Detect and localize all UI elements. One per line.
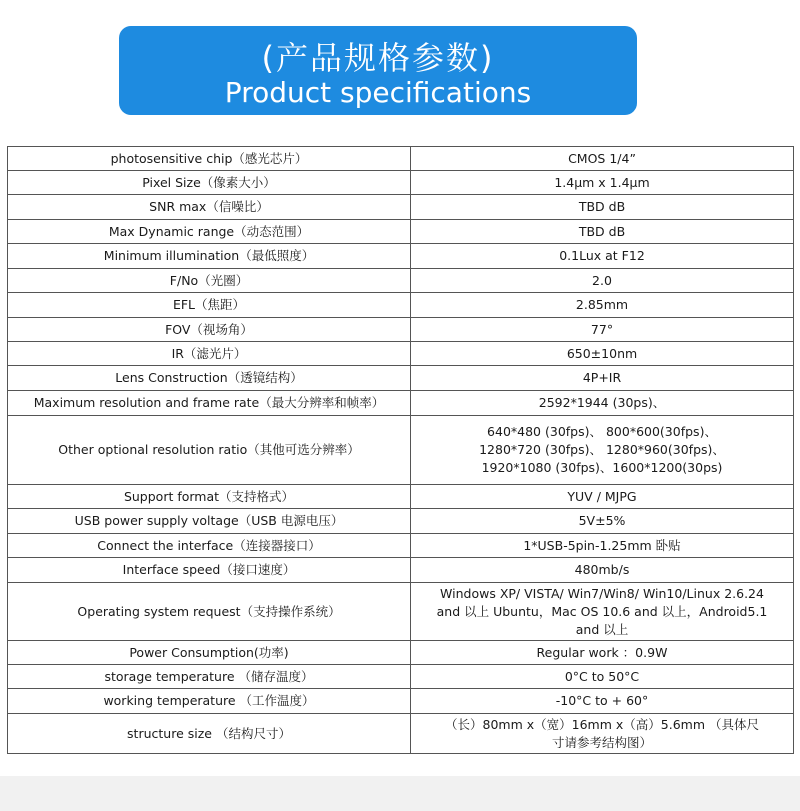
spec-value: 2.0 bbox=[411, 269, 794, 293]
spec-value: TBD dB bbox=[411, 220, 794, 244]
spec-row bbox=[8, 269, 794, 293]
spec-label: SNR max（信噪比） bbox=[8, 195, 411, 220]
spec-row bbox=[8, 558, 794, 583]
spec-row bbox=[8, 391, 794, 416]
spec-value: 650±10nm bbox=[411, 342, 794, 366]
spec-row bbox=[8, 342, 794, 366]
spec-value: 480mb/s bbox=[411, 558, 794, 583]
spec-label: Connect the interface（连接器接口） bbox=[8, 534, 411, 558]
spec-label: structure size （结构尺寸） bbox=[8, 714, 411, 754]
spec-label: EFL（焦距） bbox=[8, 293, 411, 318]
spec-value: Regular work ：0.9W bbox=[411, 641, 794, 665]
spec-row bbox=[8, 244, 794, 269]
spec-label: Pixel Size（像素大小） bbox=[8, 171, 411, 195]
spec-label: Operating system request（支持操作系统） bbox=[8, 583, 411, 641]
spec-label: Maximum resolution and frame rate（最大分辨率和帧率） bbox=[8, 391, 411, 416]
spec-label: storage temperature （储存温度） bbox=[8, 665, 411, 689]
spec-value: 1*USB-5pin-1.25mm 卧贴 bbox=[411, 534, 794, 558]
title-english: Product specifications bbox=[224, 76, 532, 109]
title-chinese: (产品规格参数) bbox=[261, 39, 495, 77]
spec-value: 5V±5% bbox=[411, 509, 794, 534]
spec-label: Minimum illumination（最低照度） bbox=[8, 244, 411, 269]
spec-value: 0°C to 50°C bbox=[411, 665, 794, 689]
footer-bar bbox=[0, 776, 800, 811]
spec-row bbox=[8, 583, 794, 641]
spec-row bbox=[8, 665, 794, 689]
spec-value: 640*480 (30fps)、 800*600(30fps)、 1280*720 (30fps)、 1280*960(30fps)、 1920*1080 (30fps)、1600*1200(30ps) bbox=[411, 416, 794, 485]
spec-row bbox=[8, 509, 794, 534]
spec-row bbox=[8, 318, 794, 342]
spec-row bbox=[8, 220, 794, 244]
title-banner bbox=[119, 26, 637, 115]
spec-label: Interface speed（接口速度） bbox=[8, 558, 411, 583]
spec-label: FOV（视场角） bbox=[8, 318, 411, 342]
spec-value: 1.4μm x 1.4μm bbox=[411, 171, 794, 195]
spec-row bbox=[8, 534, 794, 558]
spec-label: Other optional resolution ratio（其他可选分辨率） bbox=[8, 416, 411, 485]
spec-value: -10°C to + 60° bbox=[411, 689, 794, 714]
spec-row bbox=[8, 293, 794, 318]
spec-value: 2.85mm bbox=[411, 293, 794, 318]
spec-label: working temperature （工作温度） bbox=[8, 689, 411, 714]
spec-label: photosensitive chip（感光芯片） bbox=[8, 147, 411, 171]
spec-label: USB power supply voltage（USB 电源电压） bbox=[8, 509, 411, 534]
spec-label: IR（滤光片） bbox=[8, 342, 411, 366]
spec-label: Support format（支持格式） bbox=[8, 485, 411, 509]
spec-row bbox=[8, 366, 794, 391]
spec-row bbox=[8, 195, 794, 220]
spec-table bbox=[7, 146, 794, 754]
spec-row bbox=[8, 714, 794, 754]
spec-label: Lens Construction（透镜结构） bbox=[8, 366, 411, 391]
spec-value: 77° bbox=[411, 318, 794, 342]
spec-row bbox=[8, 171, 794, 195]
spec-value: （长）80mm x（宽）16mm x（高）5.6mm （具体尺 寸请参考结构图） bbox=[411, 714, 794, 754]
spec-label: Power Consumption(功率) bbox=[8, 641, 411, 665]
spec-label: F/No（光圈） bbox=[8, 269, 411, 293]
spec-value: 0.1Lux at F12 bbox=[411, 244, 794, 269]
spec-row bbox=[8, 689, 794, 714]
spec-value: YUV / MJPG bbox=[411, 485, 794, 509]
spec-value: Windows XP/ VISTA/ Win7/Win8/ Win10/Linux 2.6.24 and 以上 Ubuntu，Mac OS 10.6 and 以上，Android5.1 and 以上 bbox=[411, 583, 794, 641]
spec-label: Max Dynamic range（动态范围） bbox=[8, 220, 411, 244]
spec-row bbox=[8, 485, 794, 509]
spec-value: 2592*1944 (30ps)、 bbox=[411, 391, 794, 416]
spec-row bbox=[8, 416, 794, 485]
spec-value: CMOS 1/4” bbox=[411, 147, 794, 171]
spec-value: TBD dB bbox=[411, 195, 794, 220]
spec-value: 4P+IR bbox=[411, 366, 794, 391]
spec-row bbox=[8, 147, 794, 171]
spec-row bbox=[8, 641, 794, 665]
